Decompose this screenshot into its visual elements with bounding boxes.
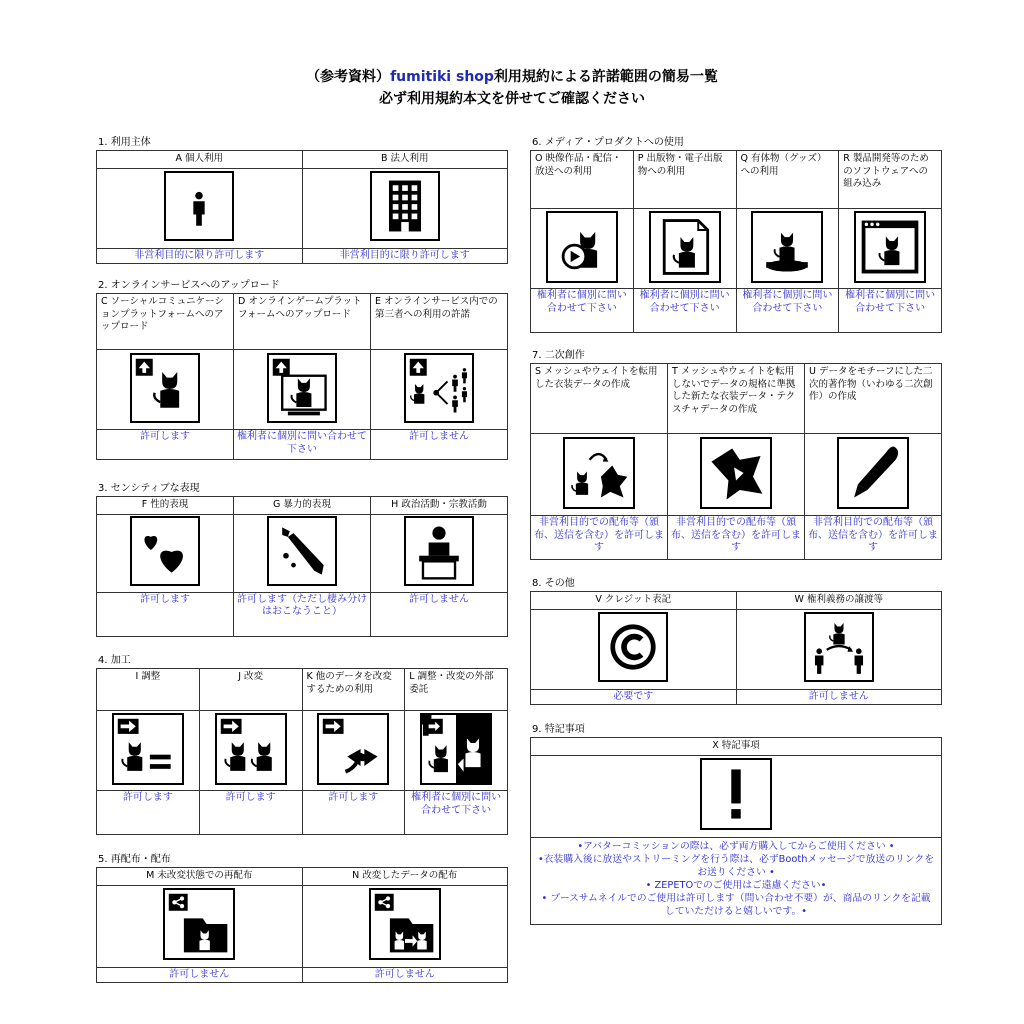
section-7	[530, 349, 942, 560]
col-label: Q 有体物（グッズ）への利用	[736, 151, 839, 209]
section-1	[96, 136, 508, 264]
title-prefix: （参考資料）	[306, 69, 391, 85]
section-heading: 3. センシティブな表現	[98, 483, 200, 494]
col-label: K 他のデータを改変するための利用	[302, 669, 405, 711]
pen-icon	[837, 437, 909, 509]
building-icon	[370, 171, 440, 241]
section-2	[96, 279, 508, 460]
status-text: 許可しません	[736, 689, 942, 705]
col-label: C ソーシャルコミュニケーションプラットフォームへのアップロード	[97, 294, 234, 350]
hearts-icon	[130, 516, 200, 586]
status-text: 許可します	[97, 430, 234, 460]
status-text: 許可します	[199, 791, 302, 835]
mesh-convert-icon	[563, 437, 635, 509]
status-text: 許可します（ただし棲み分けはおこなうこと）	[234, 592, 371, 636]
outsource-icon	[420, 713, 492, 785]
section-heading: 2. オンラインサービスへのアップロード	[98, 280, 280, 291]
status-text: 権利者に個別に問い合わせて下さい	[839, 289, 942, 333]
note-item: •衣装購入後に放送やストリーミングを行う際は、必ずBoothメッセージで放送のリンクをお送りください •	[537, 853, 935, 878]
col-label: S メッシュやウェイトを転用した衣装データの作成	[531, 364, 668, 434]
person-icon	[164, 171, 234, 241]
status-text: 権利者に個別に問い合わせて下さい	[531, 289, 634, 333]
notes-list	[531, 837, 942, 924]
col-label: X 特記事項	[531, 738, 942, 756]
status-text: 権利者に個別に問い合わせて下さい	[633, 289, 736, 333]
note-item: •アバターコミッションの際は、必ず両方購入してからご使用ください •	[577, 840, 895, 852]
section-4-table	[96, 668, 508, 835]
section-8	[530, 577, 942, 705]
status-text: 許可しません	[302, 967, 508, 983]
page-title	[0, 66, 1024, 110]
section-9	[530, 723, 942, 925]
status-text: 権利者に個別に問い合わせて下さい	[405, 791, 508, 835]
knife-icon	[267, 516, 337, 586]
status-text: 許可します	[302, 791, 405, 835]
upload-game-icon	[267, 353, 337, 423]
section-heading: 8. その他	[532, 578, 575, 589]
copyright-icon	[598, 612, 668, 682]
section-5-table	[96, 867, 508, 983]
note-item: • ZEPETOでのご使用はご遠慮ください•	[645, 879, 827, 891]
section-1-table	[96, 150, 508, 264]
title-subtitle: 必ず利用規約本文を併せてご確認ください	[379, 91, 645, 107]
section-7-table	[530, 363, 942, 560]
section-4	[96, 654, 508, 835]
status-text: 権利者に個別に問い合わせて下さい	[736, 289, 839, 333]
col-label: L 調整・改変の外部委託	[405, 669, 508, 711]
section-2-table	[96, 293, 508, 460]
section-3	[96, 482, 508, 637]
section-heading: 4. 加工	[98, 655, 131, 666]
ribbon-icon	[317, 713, 389, 785]
podium-icon	[404, 516, 474, 586]
col-label: I 調整	[97, 669, 200, 711]
video-icon	[546, 211, 618, 283]
status-text: 許可しません	[371, 592, 508, 636]
col-label: T メッシュやウェイトを転用しないでデータの規格に準拠した新たな衣装データ・テクスチャデータの作成	[668, 364, 805, 434]
col-label: V クレジット表記	[531, 592, 737, 610]
status-text: 必要です	[531, 689, 737, 705]
col-label: G 暴力的表現	[234, 497, 371, 515]
section-3-table	[96, 496, 508, 637]
note-item: • ブースサムネイルでのご使用は許可します（問い合わせ不要）が、商品のリンクを記載していただけると嬉しいです。•	[541, 892, 931, 917]
upload-avatar-icon	[130, 353, 200, 423]
col-label: J 改変	[199, 669, 302, 711]
section-6-table	[530, 150, 942, 333]
col-label: F 性的表現	[97, 497, 234, 515]
col-label: U データをモチーフにした二次的著作物（いわゆる二次創作）の作成	[805, 364, 942, 434]
col-label: B 法人利用	[302, 151, 508, 169]
section-5	[96, 853, 508, 983]
col-label: H 政治活動・宗教活動	[371, 497, 508, 515]
col-label: D オンラインゲームプラットフォームへのアップロード	[234, 294, 371, 350]
col-label: N 改変したデータの配布	[302, 868, 508, 886]
col-label: M 未改変状態での再配布	[97, 868, 303, 886]
modify-icon	[215, 713, 287, 785]
section-heading: 9. 特記事項	[532, 724, 585, 735]
section-heading: 6. メディア・プロダクトへの使用	[532, 137, 684, 148]
status-text: 許可しません	[371, 430, 508, 460]
status-text: 許可しません	[97, 967, 303, 983]
share-third-party-icon	[404, 353, 474, 423]
section-heading: 7. 二次創作	[532, 350, 585, 361]
status-text: 許可します	[97, 791, 200, 835]
title-brand: fumitiki shop	[390, 69, 494, 85]
status-text: 非営利目的に限り許可します	[97, 248, 303, 264]
software-icon	[854, 211, 926, 283]
col-label: P 出版物・電子出版物への利用	[633, 151, 736, 209]
col-label: W 権利義務の譲渡等	[736, 592, 942, 610]
section-8-table	[530, 591, 942, 705]
distribute-modified-icon	[369, 888, 441, 960]
status-text: 非営利目的に限り許可します	[302, 248, 508, 264]
publication-icon	[649, 211, 721, 283]
redistribute-icon	[163, 888, 235, 960]
status-text: 非営利目的での配布等（頒布、送信を含む）を許可します	[668, 516, 805, 560]
section-heading: 1. 利用主体	[98, 137, 151, 148]
adjust-icon	[112, 713, 184, 785]
goods-icon	[751, 211, 823, 283]
section-6	[530, 136, 942, 333]
new-costume-icon	[700, 437, 772, 509]
title-suffix: 利用規約による許諾範囲の簡易一覧	[493, 69, 718, 85]
status-text: 非営利目的での配布等（頒布、送信を含む）を許可します	[805, 516, 942, 560]
exclamation-icon	[700, 758, 772, 830]
status-text: 権利者に個別に問い合わせて下さい	[234, 430, 371, 460]
section-9-table	[530, 737, 942, 925]
col-label: R 製品開発等のためのソフトウェアへの組み込み	[839, 151, 942, 209]
col-label: O 映像作品・配信・放送への利用	[531, 151, 634, 209]
col-label: A 個人利用	[97, 151, 303, 169]
status-text: 許可します	[97, 592, 234, 636]
col-label: E オンラインサービス内での第三者への利用の許諾	[371, 294, 508, 350]
status-text: 非営利目的での配布等（頒布、送信を含む）を許可します	[531, 516, 668, 560]
section-heading: 5. 再配布・配布	[98, 854, 171, 865]
transfer-icon	[804, 612, 874, 682]
